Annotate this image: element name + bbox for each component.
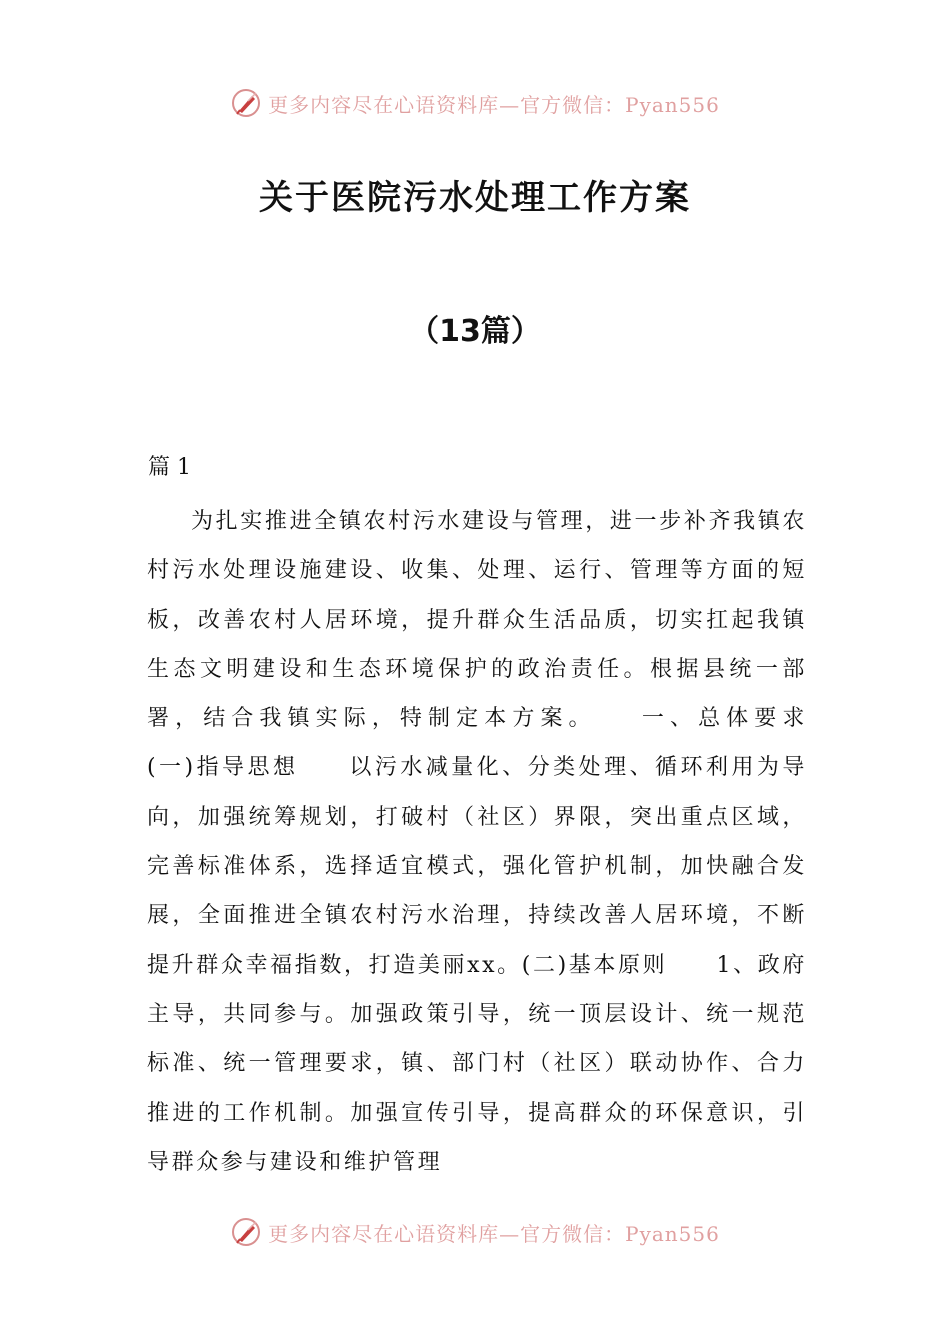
header-banner [0, 83, 950, 123]
footer-banner [0, 1212, 950, 1252]
quill-pen-logo-icon [230, 87, 262, 119]
header-banner-text: 更多内容尽在心语资料库—官方微信：Pyan556 [268, 92, 720, 117]
document-subtitle: （13篇） [409, 314, 541, 349]
quill-pen-logo-icon [230, 1216, 262, 1248]
document-title: 关于医院污水处理工作方案 [259, 178, 691, 218]
body-paragraph: 为扎实推进全镇农村污水建设与管理，进一步补齐我镇农村污水处理设施建设、收集、处理、运行、管理等方面的短板，改善农村人居环境，提升群众生活品质，切实扛起我镇生态文明建设和生态环境保护的政治责任。根据县统一部署，结合我镇实际，特制定本方案。 一、总体要求 (一)指导思想 以污水减量化、分类处理、循环利用为导向，加强统筹规划，打破村（社区）界限，突出重点区域，完善标准体系，选择适宜模式，强化管护机制，加快融合发展，全面推进全镇农村污水治理，持续改善人居环境，不断提升群众幸福指数，打造美丽xx。(二)基本原则 1、政府主导，共同参与。加强政策引导，统一顶层设计、统一规范标准、统一管理要求，镇、部门村（社区）联动协作、合力推进的工作机制。加强宣传引导，提高群众的环保意识，引导群众参与建设和维护管理 [147, 509, 857, 1175]
footer-banner-text: 更多内容尽在心语资料库—官方微信：Pyan556 [268, 1221, 720, 1246]
section-label: 篇 1 [148, 455, 191, 480]
